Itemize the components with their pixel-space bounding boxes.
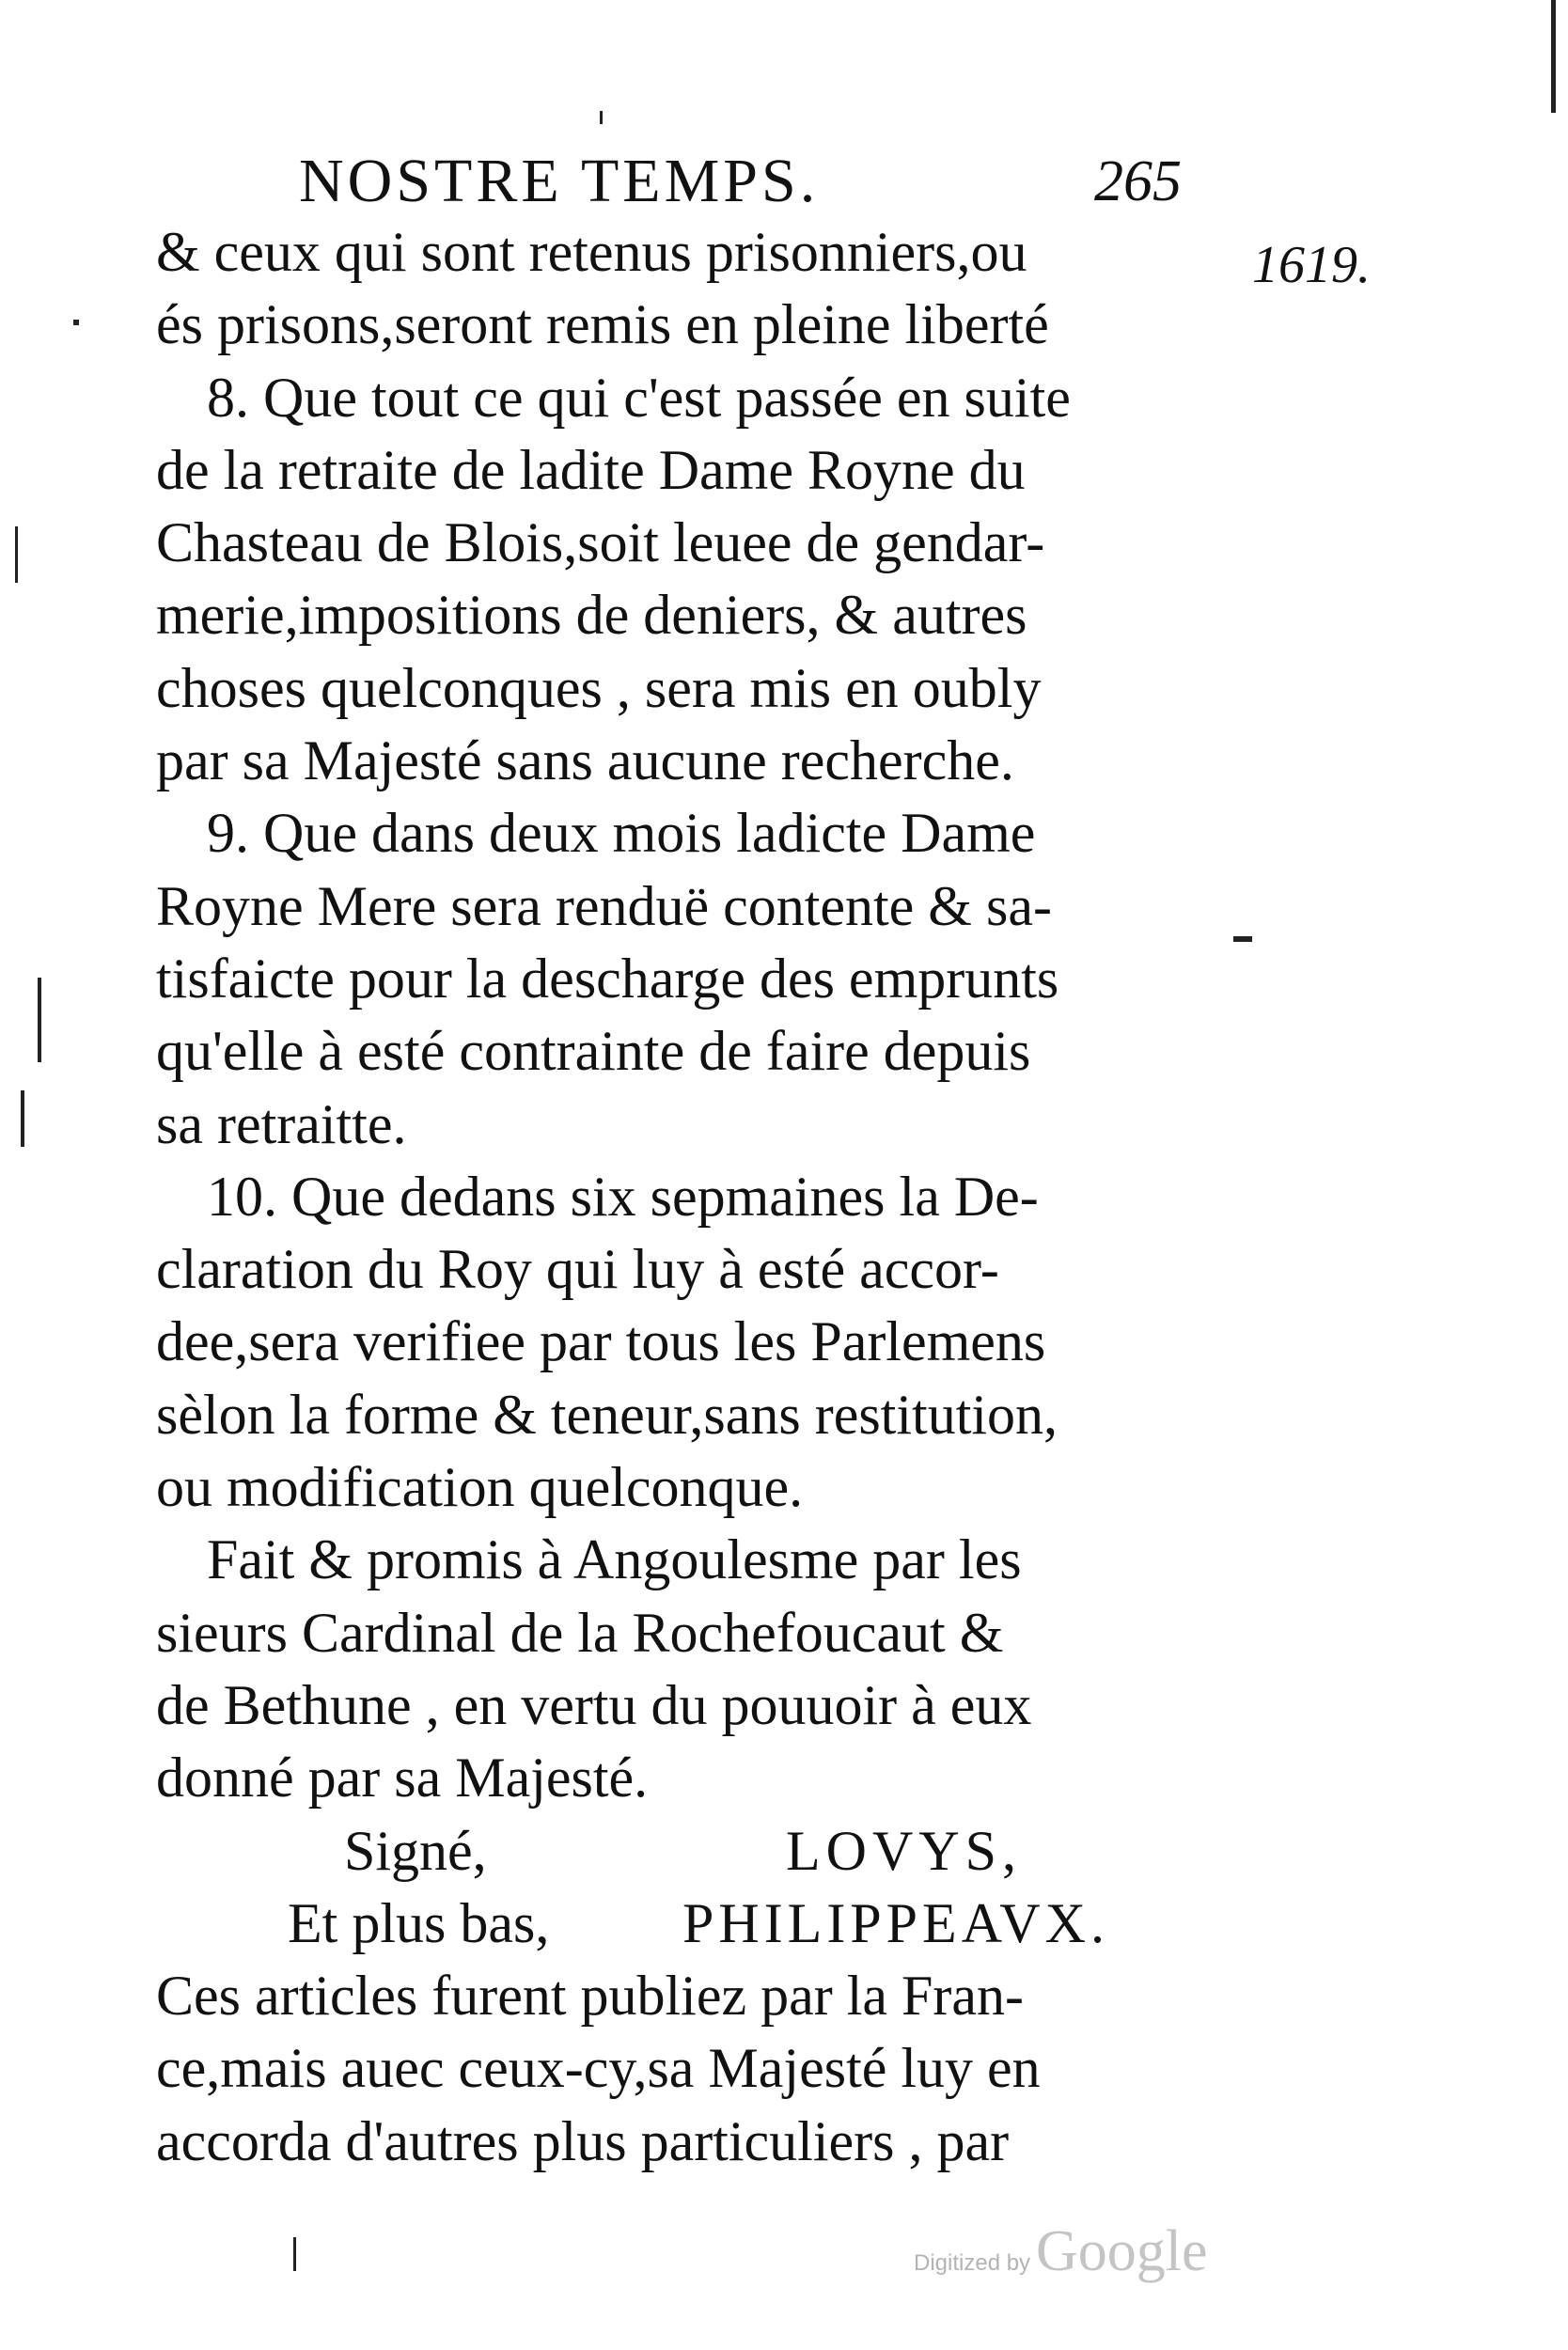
text-line: claration du Roy qui luy à esté accor-	[156, 1238, 999, 1301]
scan-mark	[1233, 936, 1252, 942]
text-line: accorda d'autres plus particuliers , par	[156, 2109, 1010, 2172]
text-line: par sa Majesté sans aucune recherche.	[156, 729, 1014, 792]
signed-name: LOVYS,	[786, 1819, 1023, 1882]
text-line: & ceux qui sont retenus prisonniers,ou	[156, 221, 1027, 283]
margin-year-note: 1619.	[1252, 236, 1371, 294]
closing-paragraph-start: Fait & promis à Angoulesme par les	[207, 1528, 1022, 1591]
scan-mark	[1551, 0, 1556, 113]
scan-mark	[38, 978, 41, 1062]
text-line: Royne Mere sera renduë contente & sa-	[156, 874, 1052, 937]
scan-mark	[293, 2237, 296, 2271]
article-8-start: 8. Que tout ce qui c'est passée en suite	[207, 366, 1071, 429]
article-10-start: 10. Que dedans six sepmaines la De-	[207, 1165, 1039, 1228]
text-line: donné par sa Majesté.	[156, 1747, 649, 1810]
scan-mark	[15, 526, 18, 583]
google-logo: Google	[1036, 2219, 1208, 2283]
text-line: ce,mais auec ceux-cy,sa Majesté luy en	[156, 2037, 1041, 2100]
text-line: Chasteau de Blois,soit leuee de gendar-	[156, 511, 1045, 574]
below-name: PHILIPPEAVX.	[682, 1891, 1109, 1954]
countersignature-row	[156, 1888, 1209, 1960]
text-line: sa retraitte.	[156, 1092, 407, 1155]
scan-mark	[600, 111, 603, 124]
digitized-watermark	[914, 2218, 1252, 2294]
running-title: NOSTRE TEMPS.	[299, 147, 820, 215]
text-line: dee,sera verifiee par tous les Parlemens	[156, 1310, 1046, 1373]
body-text	[156, 216, 1209, 2178]
text-line: qu'elle à esté contrainte de faire depuis	[156, 1020, 1031, 1083]
text-line: ou modification quelconque.	[156, 1456, 804, 1519]
page-header	[299, 139, 1239, 224]
text-line: Ces articles furent publiez par la Fran-	[156, 1965, 1024, 2028]
scan-mark	[73, 320, 79, 325]
text-line: és prisons,seront remis en pleine liberté	[156, 293, 1049, 356]
text-line: sieurs Cardinal de la Rochefoucaut &	[156, 1601, 1004, 1664]
watermark-prefix: Digitized by	[914, 2250, 1031, 2276]
page-number: 265	[1094, 149, 1182, 213]
signed-label: Signé,	[344, 1819, 487, 1882]
scan-mark	[21, 1090, 24, 1147]
article-9-start: 9. Que dans deux mois ladicte Dame	[207, 802, 1036, 865]
signature-row	[156, 1815, 1209, 1888]
text-line: tisfaicte pour la descharge des emprunts	[156, 947, 1059, 1010]
text-line: merie,impositions de deniers, & autres	[156, 584, 1027, 647]
below-label: Et plus bas,	[288, 1891, 550, 1954]
text-line: de Bethune , en vertu du pouuoir à eux	[156, 1673, 1032, 1736]
text-line: choses quelconques , sera mis en oubly	[156, 656, 1042, 719]
text-line: sèlon la forme & teneur,sans restitution,	[156, 1383, 1058, 1446]
text-line: de la retraite de ladite Dame Royne du	[156, 438, 1026, 501]
